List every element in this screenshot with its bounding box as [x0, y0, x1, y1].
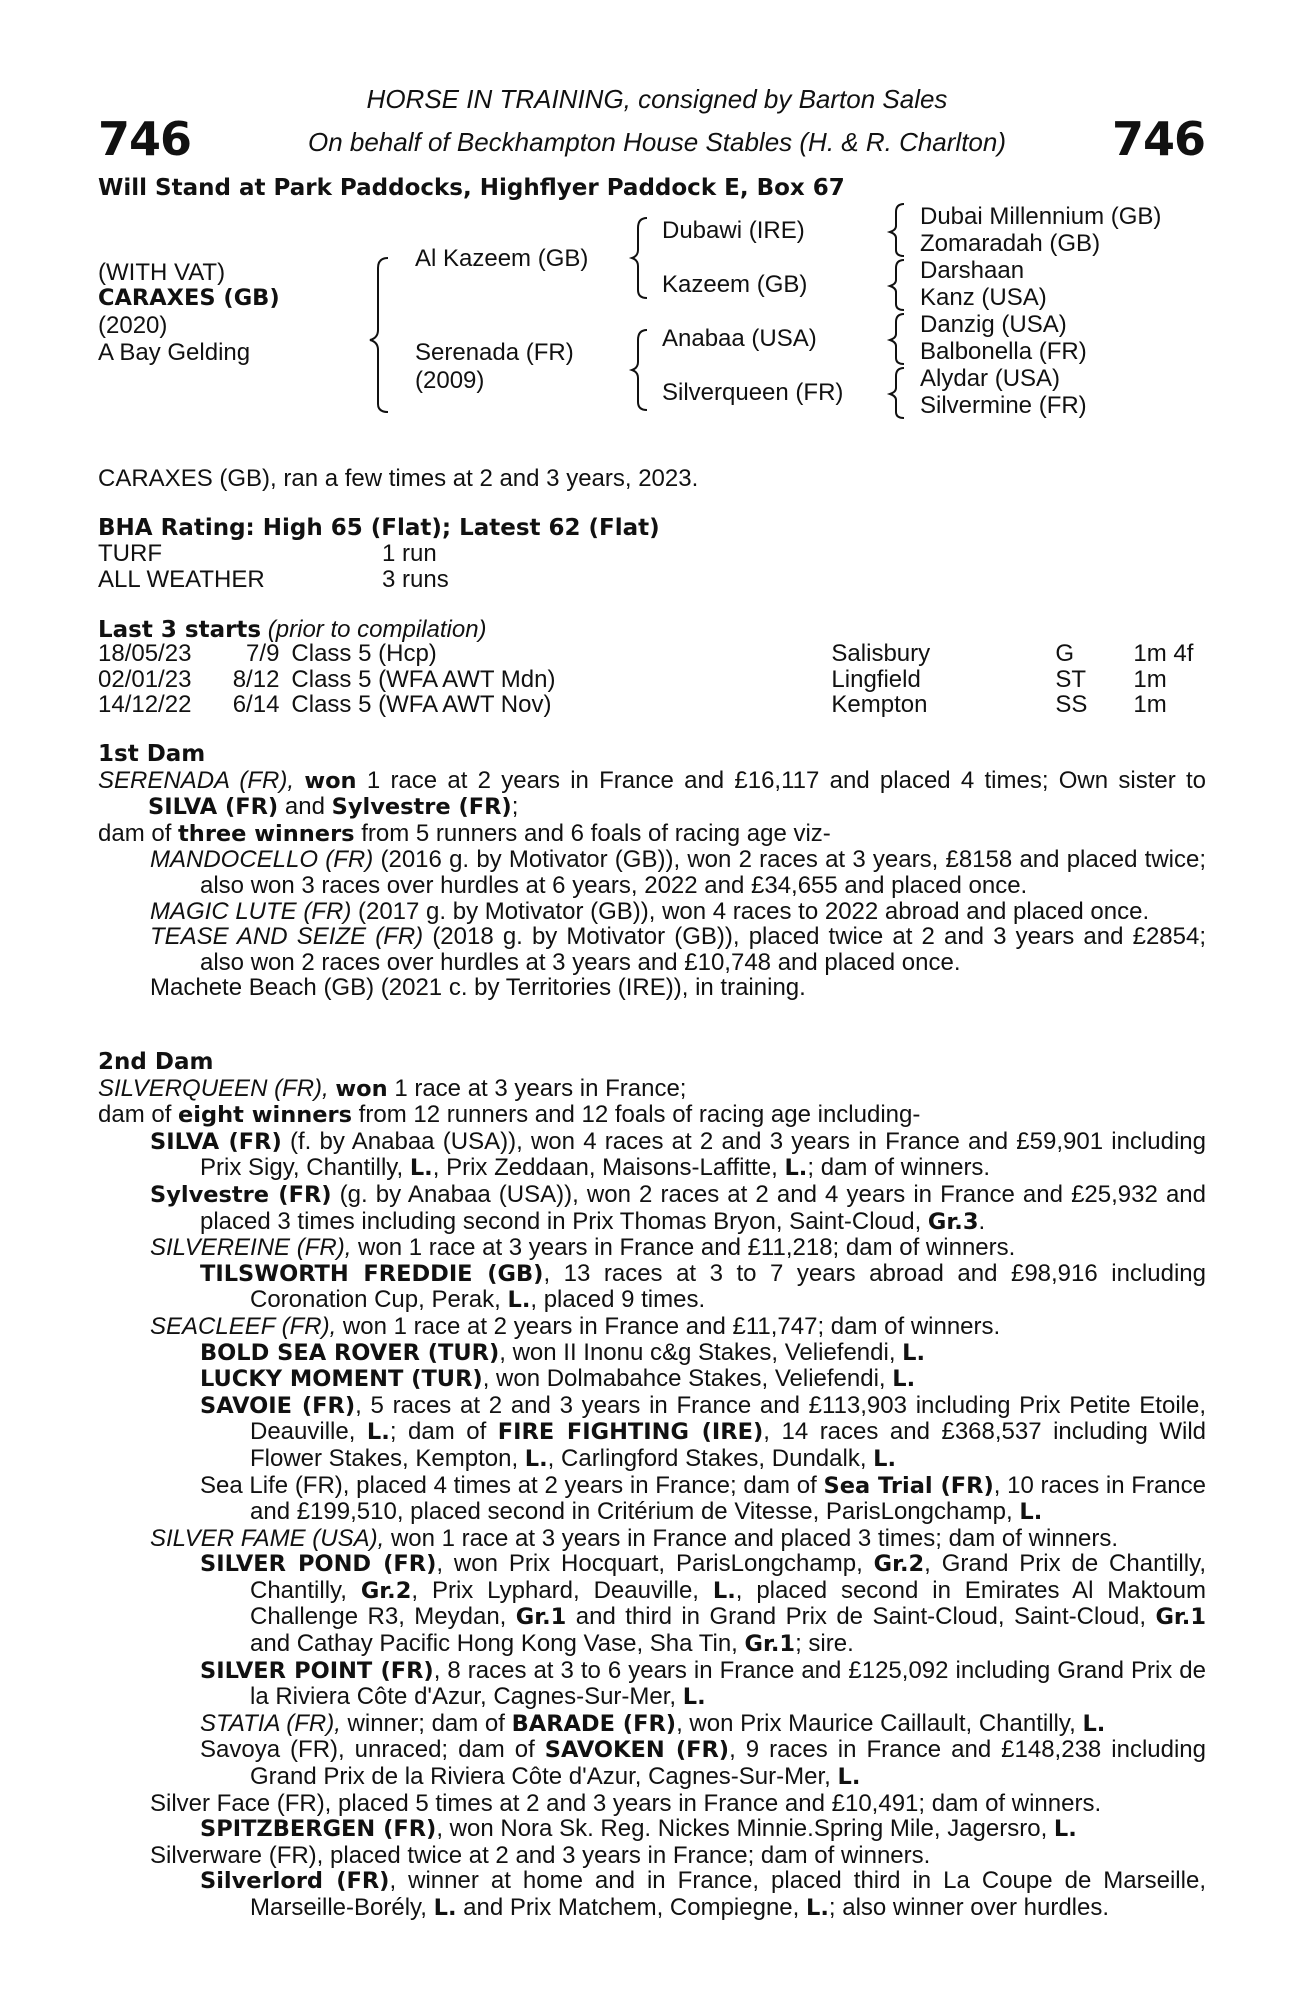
entry-text: , won Prix Maurice Caillault, Chantilly,	[676, 1709, 1083, 1737]
produce-entry-silva	[150, 1129, 1206, 1182]
listed-label: L.	[1019, 1499, 1043, 1526]
winners-count: eight winners	[178, 1102, 353, 1129]
entry-text: ; dam of	[389, 1418, 498, 1446]
produce-entry-spitzbergen	[200, 1816, 1206, 1843]
entry-text: and Prix Matchem, Compiegne,	[456, 1894, 806, 1921]
won-label: won	[335, 1075, 388, 1102]
entry-text: , winner at home and in France, placed third in La Coupe de Marseille, Marseille-Borély,	[250, 1867, 1206, 1921]
start-date: 18/05/23	[98, 640, 192, 667]
produce-entry-seacleef	[150, 1314, 1206, 1340]
start-race: Class 5 (WFA AWT Nov)	[291, 691, 552, 719]
pedigree-g3-8: Silvermine (FR)	[920, 392, 1087, 419]
listed-label: L.	[902, 1339, 926, 1366]
start-going: G	[1055, 640, 1075, 667]
start-race: Class 5 (Hcp)	[291, 640, 437, 667]
horse-name: Sea Trial (FR)	[823, 1472, 994, 1499]
entry-text: (g. by Anabaa (USA)), won 2 races at 2 and 4 years in France and £25,932 and placed 3 times including second in Prix Thomas Bryon, Saint-Cloud,	[200, 1180, 1206, 1235]
produce-entry-silvereine	[150, 1235, 1206, 1261]
produce-entry: Machete Beach (GB) (2021 c. by Territories (IRE)), in training.	[150, 974, 806, 1002]
listed-label: L.	[806, 1895, 829, 1921]
produce-name: TEASE AND SEIZE (FR)	[150, 923, 424, 951]
listed-label: L.	[1053, 1816, 1077, 1843]
entry-text: Savoya (FR), unraced; dam of	[200, 1736, 545, 1764]
start-pos: 8/12	[232, 665, 280, 693]
lot-number-right: 746	[1112, 112, 1206, 166]
group1-label: Gr.1	[1155, 1604, 1207, 1631]
pedigree-g3-6: Balbonella (FR)	[920, 338, 1087, 365]
header-line-2: On behalf of Beckhampton House Stables (H. & R. Charlton)	[307, 127, 1006, 157]
start-date: 14/12/22	[98, 691, 192, 719]
produce-entry-silver-point	[200, 1658, 1206, 1711]
start-course: Lingfield	[831, 665, 921, 693]
entry-text: , won II Inonu c&g Stakes, Veliefendi,	[499, 1338, 903, 1366]
entry-text: , 8 races at 3 to 6 years in France and £125,092 including Grand Prix de la Riviera Côte d'Azur, Cagnes-Sur-Mer,	[250, 1656, 1206, 1711]
horse-name: SILVEREINE (FR),	[150, 1234, 352, 1262]
produce-entry-bold-sea-rover	[200, 1340, 1206, 1367]
produce-text: (2018 g. by Motivator (GB)), placed twice at 2 and 3 years and £2854; also won 2 races over hurdles at 3 years and £10,748 and placed once.	[200, 923, 1207, 976]
entry-text: won 1 race at 3 years in France and placed 3 times; dam of winners.	[384, 1524, 1118, 1552]
horse-name: CARAXES (GB)	[98, 285, 280, 311]
start-race: Class 5 (WFA AWT Mdn)	[291, 665, 556, 693]
group2-label: Gr.2	[873, 1551, 925, 1578]
horse-name: Silverlord (FR)	[200, 1868, 390, 1895]
listed-label: L.	[524, 1445, 548, 1472]
second-dam-text: 1 race at 3 years in France;	[387, 1074, 687, 1102]
entry-text: (f. by Anabaa (USA)), won 4 races at 2 and 3 years in France and £59,901 including Prix Sigy, Chantilly,	[200, 1127, 1206, 1182]
entry-text: , 13 races at 3 to 7 years abroad and £98,916 including Coronation Cup, Perak,	[250, 1259, 1206, 1314]
pedigree-dam: Serenada (FR)	[415, 339, 574, 366]
entry-text: , won Dolmabahce Stakes, Veliefendi,	[482, 1365, 893, 1393]
produce-name: MANDOCELLO (FR)	[150, 846, 374, 874]
start-pos: 6/14	[232, 691, 280, 719]
produce-entry-silver-pond	[200, 1551, 1206, 1657]
pedigree-g3-4: Kanz (USA)	[920, 284, 1047, 311]
entry-text: .	[978, 1207, 986, 1235]
second-dam-section	[98, 1050, 1206, 1922]
group3-label: Gr.3	[927, 1208, 979, 1235]
produce-entry	[150, 899, 1206, 925]
start-date: 02/01/23	[98, 665, 192, 693]
gen3-brace-1	[890, 204, 904, 256]
first-dam-produce-summary	[98, 821, 1206, 848]
last-starts-title: Last 3 starts	[98, 617, 262, 643]
produce-text: (2016 g. by Motivator (GB)), won 2 races at 3 years, £8158 and placed twice; also won 3 races over hurdles at 6 years, 2022 and £34,655 and placed once.	[200, 846, 1206, 899]
gen3-brace-4	[890, 368, 904, 418]
start-dist: 1m 4f	[1133, 640, 1194, 667]
produce-entry-sylvestre	[150, 1182, 1206, 1235]
start-row	[98, 667, 1253, 693]
pedigree-g3-3: Darshaan	[920, 257, 1025, 284]
entry-text: , Prix Lyphard, Deauville,	[411, 1576, 713, 1604]
horse-name: SPITZBERGEN (FR)	[200, 1816, 437, 1843]
entry-text: , Carlingford Stakes, Dundalk,	[547, 1444, 874, 1472]
horse-name: BARADE (FR)	[511, 1710, 677, 1737]
listed-label: L.	[873, 1445, 897, 1472]
entry-text: ; sire.	[795, 1630, 854, 1658]
horse-name: BOLD SEA ROVER (TUR)	[200, 1339, 500, 1366]
racing-summary: CARAXES (GB), ran a few times at 2 and 3 years, 2023.	[98, 465, 699, 492]
produce-entry-savoya	[200, 1737, 1206, 1790]
horse-name: FIRE FIGHTING (IRE)	[497, 1419, 764, 1446]
damof-suffix: from 12 runners and 12 foals of racing age including-	[352, 1101, 921, 1129]
header-line-1: HORSE IN TRAINING, consigned by Barton Sales	[366, 84, 948, 114]
start-going: SS	[1055, 691, 1088, 719]
produce-entry	[150, 847, 1206, 898]
listed-label: L.	[837, 1764, 861, 1791]
horse-name: SILVER FAME (USA),	[150, 1524, 385, 1552]
horse-name: SEACLEEF (FR),	[150, 1312, 337, 1340]
main-brace	[370, 258, 388, 412]
horse-name: SAVOKEN (FR)	[544, 1737, 730, 1764]
produce-text: (2017 g. by Motivator (GB)), won 4 races to 2022 abroad and placed once.	[351, 897, 1150, 925]
pedigree-dam-sire: Anabaa (USA)	[662, 325, 817, 352]
start-pos: 7/9	[246, 640, 280, 667]
first-dam-text: 1 race at 2 years in France and £16,117 and placed 4 times; Own sister to	[356, 766, 1206, 794]
pedigree-g3-5: Danzig (USA)	[920, 311, 1067, 338]
horse-name: SILVA (FR)	[150, 1128, 282, 1155]
sibling-sylvestre: Sylvestre (FR)	[331, 794, 512, 821]
pedigree-sire-dam: Kazeem (GB)	[662, 271, 808, 298]
horse-name: STATIA (FR),	[200, 1709, 341, 1737]
horse-year: (2020)	[98, 312, 168, 339]
produce-entry-silverware: Silverware (FR), placed twice at 2 and 3 years in France; dam of winners.	[150, 1841, 931, 1869]
dam-brace	[632, 330, 647, 410]
horse-name: LUCKY MOMENT (TUR)	[200, 1366, 483, 1393]
entry-text: won 1 race at 3 years in France and £11,218; dam of winners.	[351, 1234, 1016, 1262]
sire-brace	[632, 218, 647, 298]
entry-text: , placed 9 times.	[530, 1286, 706, 1314]
entry-text: , 9 races in France and £148,238 including Grand Prix de la Riviera Côte d'Azur, Cagnes-Sur-Mer,	[250, 1736, 1206, 1791]
all-weather-value: 3 runs	[382, 566, 449, 593]
sibling-silva: SILVA (FR)	[148, 794, 279, 821]
start-going: ST	[1055, 665, 1087, 693]
entry-text: ; dam of winners.	[807, 1154, 991, 1182]
gen3-brace-2	[890, 260, 904, 310]
listed-label: L.	[366, 1419, 390, 1446]
horse-name: SAVOIE (FR)	[200, 1392, 356, 1419]
damof-prefix: dam of	[98, 1101, 179, 1129]
produce-entry-silver-face: Silver Face (FR), placed 5 times at 2 and 3 years in France and £10,491; dam of winners.	[150, 1789, 1102, 1817]
entry-text: , 10 races in France and £199,510, placed second in Critérium de Vitesse, ParisLongchamp,	[250, 1471, 1206, 1526]
group2-label: Gr.2	[360, 1577, 412, 1604]
produce-entry-tilsworth	[200, 1261, 1206, 1314]
produce-entry-savoie	[200, 1393, 1206, 1473]
start-course: Salisbury	[831, 640, 931, 667]
produce-name: MAGIC LUTE (FR)	[150, 897, 352, 925]
horse-description: A Bay Gelding	[98, 339, 251, 366]
starts-table	[98, 641, 1253, 718]
first-dam-heading: 1st Dam	[98, 741, 206, 767]
horse-name: TILSWORTH FREDDIE (GB)	[200, 1260, 544, 1287]
listed-label: L.	[784, 1155, 808, 1182]
pedigree-g3-1: Dubai Millennium (GB)	[920, 203, 1162, 230]
pedigree-g3-2: Zomaradah (GB)	[920, 230, 1101, 257]
start-row	[98, 692, 1253, 718]
listed-label: L.	[507, 1287, 531, 1314]
entry-text: Sea Life (FR), placed 4 times at 2 years in France; dam of	[200, 1471, 824, 1499]
vat-note: (WITH VAT)	[98, 259, 226, 286]
entry-text: , 5 races at 2 and 3 years in France and £113,903 including Prix Petite Etoile, Deauville,	[250, 1391, 1207, 1446]
produce-entry-lucky-moment	[200, 1366, 1206, 1393]
group1-label: Gr.1	[515, 1604, 567, 1631]
damof-prefix: dam of	[98, 819, 179, 847]
turf-label: TURF	[98, 540, 162, 567]
pedigree-dam-year: (2009)	[415, 367, 485, 394]
produce-entry-silverlord	[200, 1868, 1206, 1921]
entry-text: , Grand Prix de Chantilly, Chantilly,	[250, 1550, 1206, 1604]
second-dam-intro	[98, 1076, 1206, 1103]
start-course: Kempton	[831, 691, 928, 719]
listed-label: L.	[682, 1684, 706, 1711]
gen3-brace-3	[890, 314, 904, 364]
second-dam-produce-summary	[98, 1102, 1206, 1129]
produce-entry-sea-life	[200, 1473, 1206, 1526]
bha-rating: BHA Rating: High 65 (Flat); Latest 62 (Flat)	[98, 515, 660, 541]
last-starts-note: (prior to compilation)	[267, 616, 487, 643]
start-row	[98, 641, 1253, 667]
entry-text: , Prix Zeddaan, Maisons-Laffitte,	[432, 1154, 785, 1182]
listed-label: L.	[712, 1577, 736, 1604]
lot-number-left: 746	[98, 112, 192, 166]
produce-entry-silver-fame	[150, 1526, 1206, 1552]
second-dam-name: SILVERQUEEN (FR),	[98, 1074, 329, 1102]
horse-name: Sylvestre (FR)	[150, 1181, 332, 1208]
entry-text: won 1 race at 2 years in France and £11,747; dam of winners.	[336, 1312, 1001, 1340]
semicolon: ;	[511, 793, 519, 821]
first-dam-intro	[98, 768, 1206, 821]
entry-text: , won Nora Sk. Reg. Nickes Minnie.Spring Mile, Jagersro,	[436, 1815, 1054, 1843]
winners-count: three winners	[178, 820, 355, 847]
start-dist: 1m	[1133, 665, 1167, 693]
horse-name: SILVER POND (FR)	[200, 1551, 437, 1578]
and-text: and	[278, 793, 332, 821]
entry-text: ; also winner over hurdles.	[828, 1894, 1110, 1921]
entry-text: , placed second in Emirates Al Maktoum Challenge R3, Meydan,	[250, 1576, 1206, 1631]
entry-text: and Cathay Pacific Hong Kong Vase, Sha Tin,	[250, 1630, 745, 1658]
entry-text: , won Prix Hocquart, ParisLongchamp,	[436, 1550, 874, 1578]
won-label: won	[304, 767, 357, 794]
horse-name: SILVER POINT (FR)	[200, 1657, 434, 1684]
start-dist: 1m	[1133, 691, 1167, 719]
entry-text: and third in Grand Prix de Saint-Cloud, Saint-Cloud,	[566, 1603, 1156, 1631]
produce-entry	[150, 924, 1206, 975]
all-weather-label: ALL WEATHER	[98, 566, 265, 593]
group1-label: Gr.1	[744, 1631, 796, 1658]
listed-label: L.	[409, 1155, 433, 1182]
listed-label: L.	[892, 1366, 916, 1393]
pedigree-dam-dam: Silverqueen (FR)	[662, 379, 844, 406]
second-dam-heading: 2nd Dam	[98, 1049, 214, 1075]
turf-value: 1 run	[382, 540, 437, 567]
first-dam-section	[98, 742, 1206, 1001]
stand-location: Will Stand at Park Paddocks, Highflyer Paddock E, Box 67	[98, 175, 845, 201]
pedigree-sire: Al Kazeem (GB)	[415, 245, 589, 272]
produce-entry-statia	[200, 1711, 1206, 1738]
listed-label: L.	[1082, 1710, 1106, 1737]
entry-text: winner; dam of	[340, 1709, 512, 1737]
pedigree-g3-7: Alydar (USA)	[920, 365, 1061, 392]
entry-text: , 14 races and £368,537 including Wild Flower Stakes, Kempton,	[250, 1418, 1207, 1472]
pedigree-sire-sire: Dubawi (IRE)	[662, 217, 805, 244]
listed-label: L.	[433, 1895, 457, 1921]
first-dam-name: SERENADA (FR),	[98, 766, 295, 794]
damof-suffix: from 5 runners and 6 foals of racing age viz-	[354, 819, 831, 847]
